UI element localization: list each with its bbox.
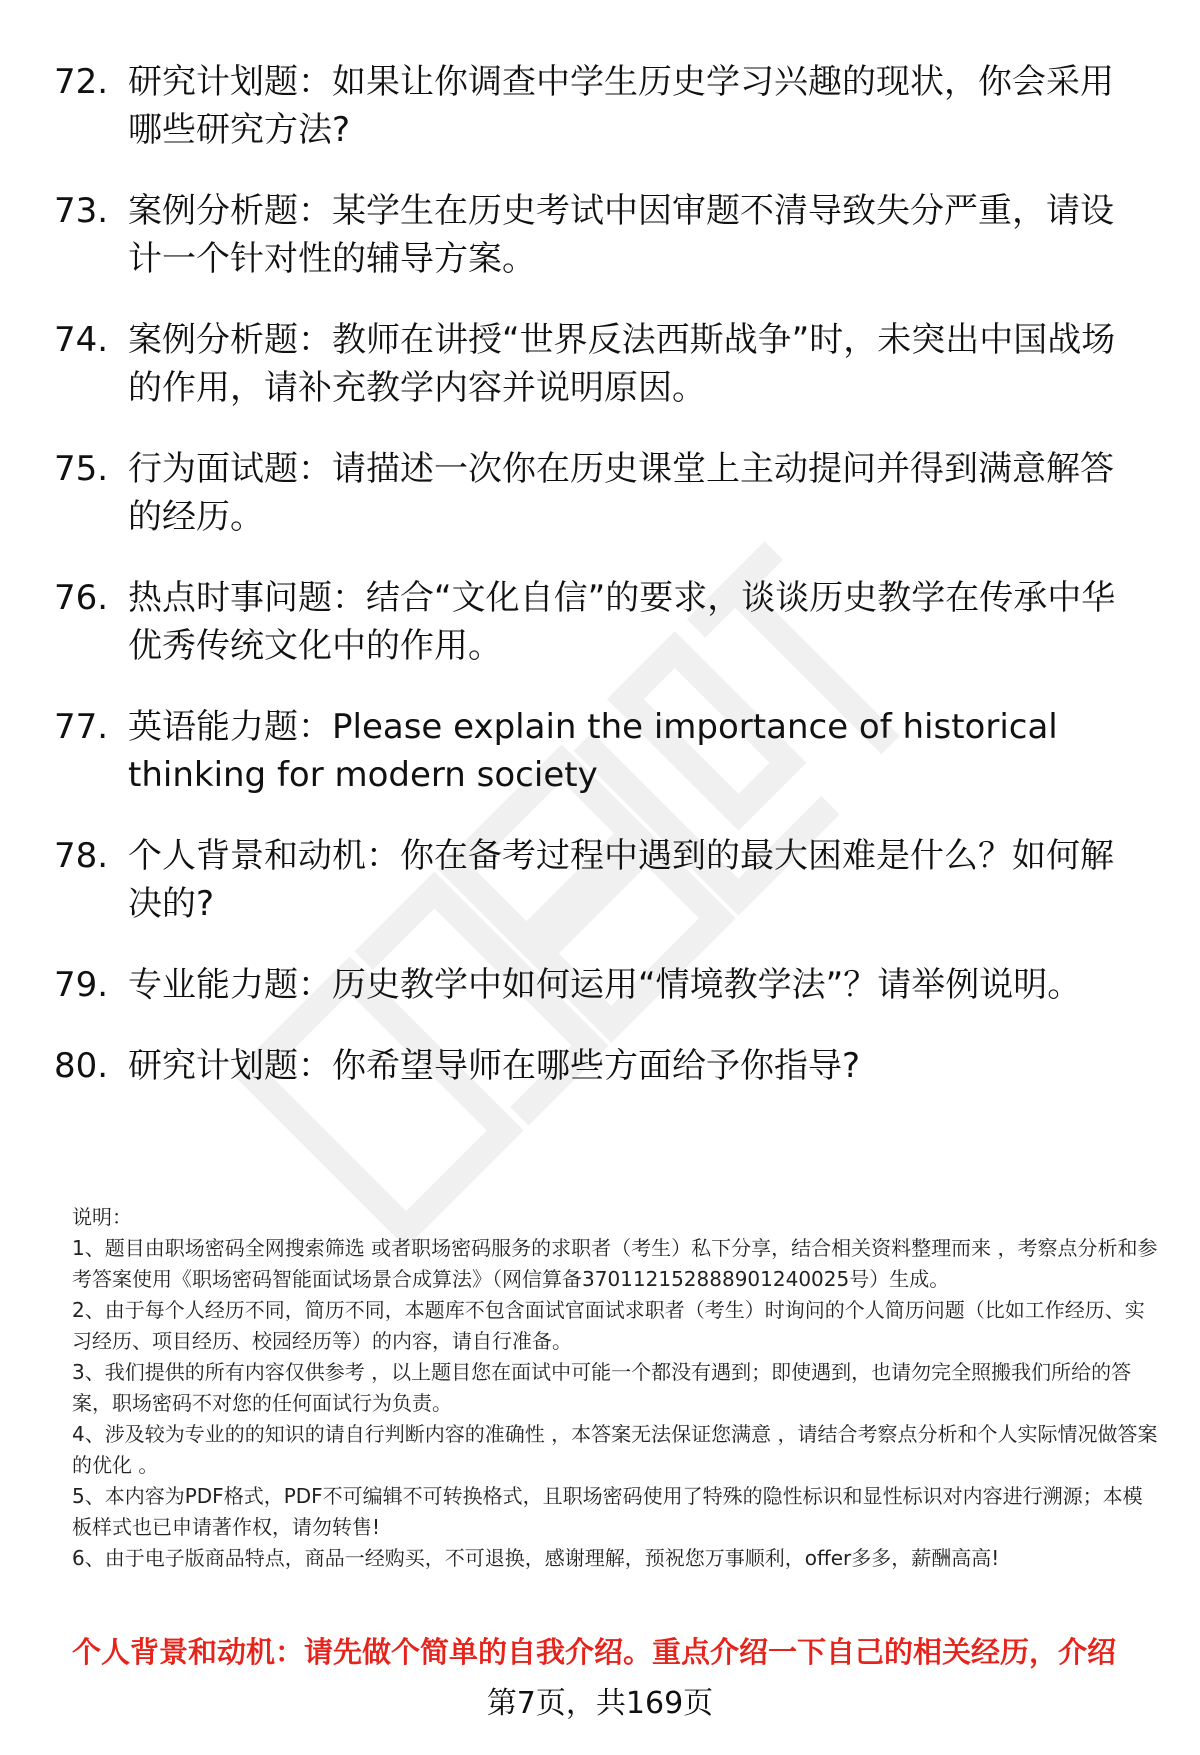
question-item [54,1042,1144,1090]
question-number: 74. [54,320,109,360]
question-text: 案例分析题：教师在讲授“世界反法西斯战争”时，未突出中国战场的作用，请补充教学内容并说明原因。 [128,320,1116,408]
question-item [54,187,1144,283]
question-item [54,58,1144,154]
note-item: 3、我们提供的所有内容仅供参考 ，以上题目您在面试中可能一个都没有遇到；即使遇到，也请勿完全照搬我们所给的答案，职场密码不对您的任何面试行为负责。 [72,1360,1132,1415]
question-number: 75. [54,449,109,489]
question-item [54,703,1144,799]
question-text: 热点时事问题：结合“文化自信”的要求，谈谈历史教学在传承中华优秀传统文化中的作用。 [128,578,1116,666]
question-item [54,445,1144,541]
question-text: 研究计划题：如果让你调查中学生历史学习兴趣的现状，你会采用哪些研究方法? [128,62,1114,150]
question-number: 73. [54,191,109,231]
question-number: 78. [54,836,109,876]
question-number: 76. [54,578,109,618]
note-item: 6、由于电子版商品特点，商品一经购买，不可退换，感谢理解，预祝您万事顺利，offer多多，薪酬高高! [72,1546,1000,1570]
question-number: 77. [54,707,109,747]
disclaimer-notes [72,1202,1162,1574]
question-item [54,961,1144,1009]
question-number: 80. [54,1046,109,1086]
question-item [54,832,1144,928]
note-item: 5、本内容为PDF格式，PDF不可编辑不可转换格式，且职场密码使用了特殊的隐性标识和显性标识对内容进行溯源；本模板样式也已申请著作权，请勿转售! [72,1484,1143,1539]
question-item [54,574,1144,670]
question-text: 专业能力题：历史教学中如何运用“情境教学法”？请举例说明。 [128,965,1082,1005]
note-item: 4、涉及较为专业的的知识的请自行判断内容的准确性 ，本答案无法保证您满意 ，请结合考察点分析和个人实际情况做答案的优化 。 [72,1422,1158,1477]
note-item: 1、题目由职场密码全网搜索筛选 或者职场密码服务的求职者（考生）私下分享，结合相关资料整理而来 ，考察点分析和参考答案使用《职场密码智能面试场景合成算法》（网信算备370112152888901240025号）生成。 [72,1236,1158,1291]
notes-title: 说明： [72,1205,132,1229]
question-number: 72. [54,62,109,102]
question-text: 案例分析题：某学生在历史考试中因审题不清导致失分严重，请设计一个针对性的辅导方案。 [128,191,1114,279]
question-list [54,58,1144,1123]
next-question-preview: 个人背景和动机：请先做个简单的自我介绍。重点介绍一下自己的相关经历，介绍 [72,1635,1117,1669]
question-text: 个人背景和动机：你在备考过程中遇到的最大困难是什么？如何解决的? [128,836,1114,924]
question-text: 英语能力题：Please explain the importance of historical thinking for modern society [128,707,1058,795]
question-item [54,316,1144,412]
page-number: 第7页，共169页 [486,1686,714,1721]
question-text: 行为面试题：请描述一次你在历史课堂上主动提问并得到满意解答的经历。 [128,449,1114,537]
question-text: 研究计划题：你希望导师在哪些方面给予你指导? [128,1046,861,1086]
note-item: 2、由于每个人经历不同，简历不同，本题库不包含面试官面试求职者（考生）时询问的个人简历问题（比如工作经历、实习经历、项目经历、校园经历等）的内容，请自行准备。 [72,1298,1145,1353]
question-number: 79. [54,965,109,1005]
